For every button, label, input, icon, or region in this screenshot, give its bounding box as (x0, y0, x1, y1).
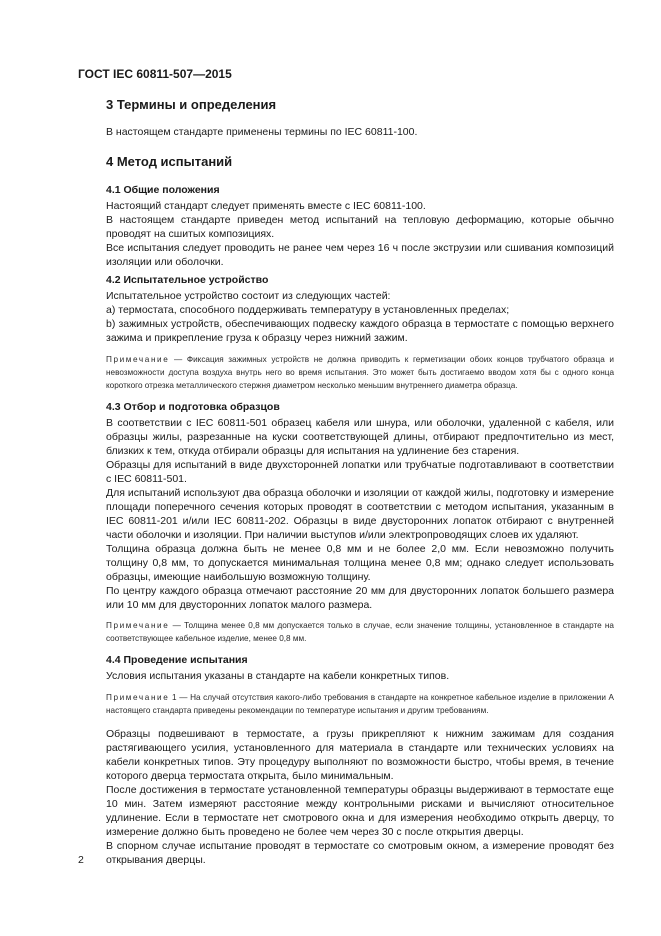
paragraph: Толщина образца должна быть не менее 0,8 мм и не более 2,0 мм. Если невозможно получить толщину 0,8 мм, то допускается минимальная толщина менее 0,8 мм; однако следует использовать образцы, имеющие наибольшую возможную толщину. (106, 543, 614, 583)
paragraph: Для испытаний используют два образца оболочки и изоляции от каждой жилы, подготовку и измерение площади поперечного сечения которых проводят в соответствии с методом испытания, указанным в IEC 60811-201 и/или IEC 60811-202. Образцы в виде двусторонних лопаток отбирают с внутренней части оболочки и изоляции. При наличии выступов и/или электропроводящих слоев их удаляют. (106, 487, 614, 541)
paragraph: Условия испытания указаны в стандарте на кабели конкретных типов. (106, 670, 450, 682)
note-text: — Фиксация зажимных устройств не должна приводить к герметизации обоих концов трубчатого образца и невозможности доступа воздуха внутрь него во время испытания. Это может быть достигаемо вводом хотя бы с одного конца короткого отрезка металлического стержня диаметром несколько меньшим внутреннего диаметра образца. (106, 355, 614, 390)
paragraph: Все испытания следует проводить не ранее чем через 16 ч после экструзии или сшивания композиций изоляции или оболочки. (106, 242, 614, 268)
note-label: Примечание (106, 621, 170, 630)
paragraph: По центру каждого образца отмечают расстояние 20 мм для двусторонних лопаток большего размера или 10 мм для двусторонних лопаток малого размера. (106, 585, 614, 611)
paragraph: Настоящий стандарт следует применять вместе с IEC 60811-100. (106, 200, 426, 212)
paragraph: Образцы для испытаний в виде двухсторонней лопатки или трубчатые подготавливают в соответствии с IEC 60811-501. (106, 459, 614, 485)
note (106, 691, 614, 717)
document-id-header: ГОСТ IEC 60811-507—2015 (78, 67, 232, 81)
paragraph: В спорном случае испытание проводят в термостате со смотровым окном, а измерение проводят без открывания дверцы. (106, 840, 614, 866)
note-label: Примечание (106, 355, 170, 364)
page-content (106, 90, 614, 867)
paragraph: После достижения в термостате установленной температуры образцы выдерживают в термостате еще 10 мин. Затем измеряют расстояние между контрольными рисками и вычисляют относительное удлинение. Если в термостате нет смотрового окна и для измерения необходимо открыть дверцу, то измерение должно быть проведено не более чем через 30 с после открытия дверцы. (106, 784, 614, 838)
note-text: — Толщина менее 0,8 мм допускается только в случае, если значение толщины, установленное в стандарте на соответствующее кабельное изделие, менее 0,8 мм. (106, 621, 614, 643)
section-4-2-title: 4.2 Испытательное устройство (106, 274, 269, 286)
section-4-4-title: 4.4 Проведение испытания (106, 654, 248, 666)
section-4-title: 4 Метод испытаний (106, 154, 233, 169)
section-4-1-title: 4.1 Общие положения (106, 184, 220, 196)
list-item: а) термостата, способного поддерживать температуру в установленных пределах; (106, 304, 510, 316)
parts-list (106, 303, 614, 345)
section-3-text: В настоящем стандарте применены термины по IEC 60811-100. (106, 126, 418, 138)
note (106, 619, 614, 645)
note-label: Примечание (106, 693, 170, 702)
note-text: 1 — На случай отсутствия какого-либо требования в стандарте на конкретное кабельное изделие в приложении А настоящего стандарта приведены рекомендации по температуре испытания и другим требованиям. (106, 693, 614, 715)
list-item: b) зажимных устройств, обеспечивающих подвеску каждого образца в термостате с помощью верхнего зажима и прикрепление груза к образцу через нижний зажим. (106, 318, 614, 344)
section-4-3-title: 4.3 Отбор и подготовка образцов (106, 401, 280, 413)
paragraph: В настоящем стандарте приведен метод испытаний на тепловую деформацию, которые обычно проводят на сшитых композициях. (106, 214, 614, 240)
paragraph: Испытательное устройство состоит из следующих частей: (106, 290, 391, 302)
paragraph: В соответствии с IEC 60811-501 образец кабеля или шнура, или оболочки, удаленной с кабеля, или образцы жилы, разрезанные на куски соответствующей длины, отбирают предпочтительно из мест, близких к тем, откуда отбирали образцы для испытания на удлинение без старения. (106, 417, 614, 457)
page-number: 2 (78, 854, 84, 866)
section-3-title: 3 Термины и определения (106, 97, 277, 112)
paragraph: Образцы подвешивают в термостате, а грузы прикрепляют к нижним зажимам для создания растягивающего усилия, установленного для материала в стандарте или технических условиях на кабели конкретных типов. Эту процедуру выполняют по возможности быстро, чтобы время, в течение которого дверца термостата открыта, было минимальным. (106, 728, 614, 782)
note (106, 353, 614, 392)
